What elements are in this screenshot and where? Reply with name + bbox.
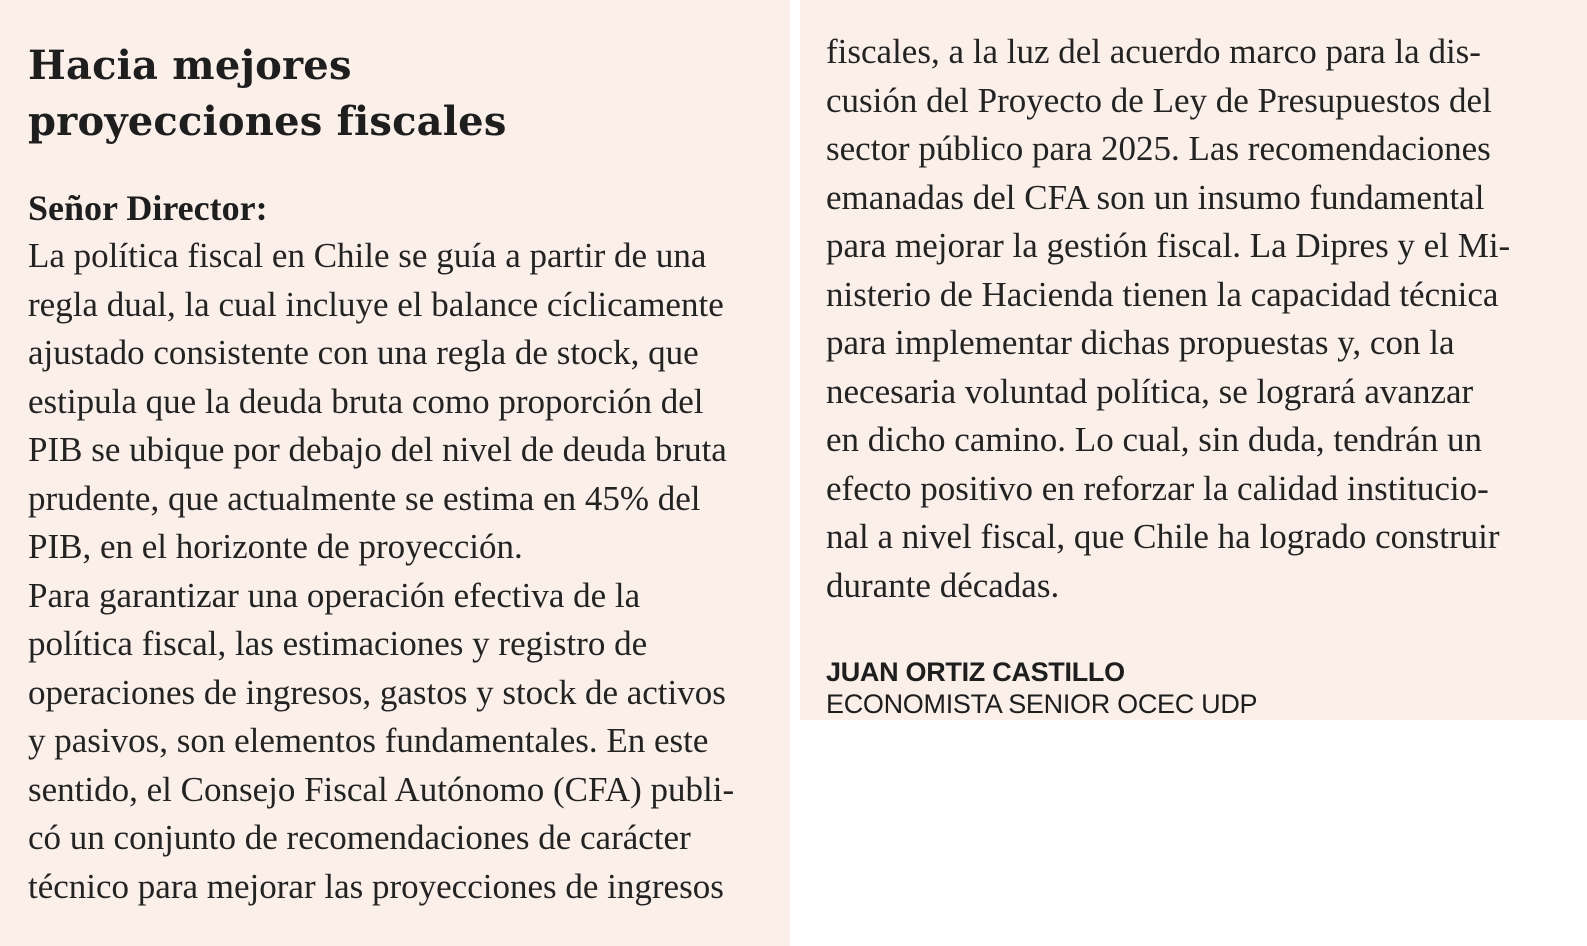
body-line: durante décadas. xyxy=(826,565,1060,605)
body-line: ajustado consistente con una regla de stock, que xyxy=(28,333,699,372)
body-line: sector público para 2025. Las recomendaciones xyxy=(826,129,1491,168)
salutation: Señor Director: xyxy=(28,188,268,228)
body-line: nal a nivel fiscal, que Chile ha logrado construir xyxy=(826,517,1500,556)
body-line: política fiscal, las estimaciones y registro de xyxy=(28,624,648,663)
body-line: operaciones de ingresos, gastos y stock de activos xyxy=(28,672,726,712)
left-column xyxy=(0,0,790,946)
body-line: necesaria voluntad política, se logrará avanzar xyxy=(826,371,1474,411)
headline xyxy=(28,38,770,150)
body-line: PIB se ubique por debajo del nivel de deuda bruta xyxy=(28,430,727,469)
right-column xyxy=(800,0,1587,720)
body-line: para mejorar la gestión fiscal. La Dipres y el Mi- xyxy=(826,226,1511,265)
body-line: La política fiscal en Chile se guía a partir de una xyxy=(28,236,707,275)
body-line: emanadas del CFA son un insumo fundamental xyxy=(826,177,1485,217)
body-line: Para garantizar una operación efectiva de la xyxy=(28,575,641,615)
body-line: para implementar dichas propuestas y, con la xyxy=(826,323,1455,362)
body-line: en dicho camino. Lo cual, sin duda, tendrán un xyxy=(826,420,1483,459)
left-body xyxy=(28,232,770,911)
headline-line-1: Hacia mejores xyxy=(28,42,352,89)
author-name: JUAN ORTIZ CASTILLO xyxy=(826,657,1125,687)
body-line: técnico para mejorar las proyecciones de ingresos xyxy=(28,866,724,906)
body-line: có un conjunto de recomendaciones de carácter xyxy=(28,818,691,857)
body-line: prudente, que actualmente se estima en 45% del xyxy=(28,478,701,518)
body-line: regla dual, la cual incluye el balance cíclicamente xyxy=(28,284,724,324)
body-line: sentido, el Consejo Fiscal Autónomo (CFA) publi- xyxy=(28,769,735,809)
right-body xyxy=(826,28,1567,610)
body-line: nisterio de Hacienda tienen la capacidad técnica xyxy=(826,274,1499,314)
body-line: cusión del Proyecto de Ley de Presupuestos del xyxy=(826,80,1492,120)
body-line: y pasivos, son elementos fundamentales. En este xyxy=(28,721,709,760)
signature xyxy=(826,656,1567,720)
body-line: efecto positivo en reforzar la calidad institucio- xyxy=(826,468,1489,508)
headline-line-2: proyecciones fiscales xyxy=(28,98,507,145)
author-title: ECONOMISTA SENIOR OCEC UDP xyxy=(826,689,1258,719)
body-line: PIB, en el horizonte de proyección. xyxy=(28,527,523,566)
body-line: estipula que la deuda bruta como proporción del xyxy=(28,381,704,421)
body-line: fiscales, a la luz del acuerdo marco para la dis- xyxy=(826,32,1481,71)
